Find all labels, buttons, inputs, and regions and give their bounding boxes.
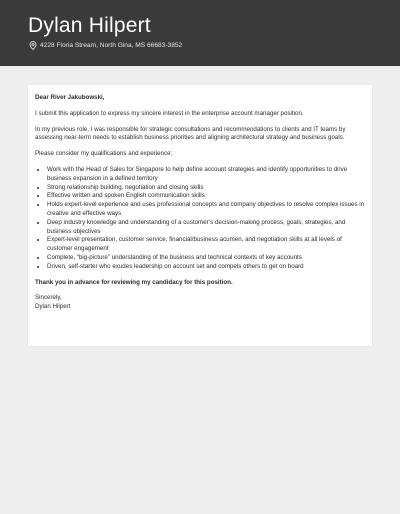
- header-banner: [0, 0, 400, 66]
- list-item: • Holds expert-level experience and uses professional concepts and company objectives to resolve complex issues in creative and effective ways: [47, 201, 367, 219]
- letter-body: [35, 94, 367, 312]
- letter-card: [28, 85, 372, 346]
- qualifications-list: [35, 166, 367, 272]
- list-item: • Deep industry knowledge and understanding of a customer’s decision-making process, goals, strategies, and business objectives: [47, 219, 367, 237]
- thanks-paragraph: Thank you in advance for reviewing my candidacy for this position.: [35, 278, 233, 286]
- applicant-name: Dylan Hilpert: [28, 14, 151, 37]
- greeting: Dear River Jakubowski,: [35, 94, 105, 101]
- signature: Dylan Hilpert: [35, 303, 71, 311]
- location-pin-icon: [29, 41, 37, 50]
- list-item: • Driven, self-starter who exudes leadership on account set and compels others to get on board: [47, 263, 367, 272]
- closing: Sincerely,: [35, 294, 62, 302]
- intro-paragraph: I submit this application to express my sincere interest in the enterprise account manager position.: [35, 109, 304, 117]
- list-item: • Strong relationship building, negotiation and closing skills: [47, 184, 367, 193]
- address-text: 4228 Floria Stream, North Gina, MS 66683-3852: [40, 42, 183, 49]
- list-item: • Complete, “big-picture” understanding of the business and technical contexts of key accounts: [47, 254, 367, 263]
- list-item: • Effective written and spoken English communication skills: [47, 192, 367, 201]
- list-item: • Work with the Head of Sales for Singapore to help define account strategies and identify opportunities to drive business expansion in a defined territory: [47, 166, 367, 184]
- list-item: • Expert-level presentation, customer service, financial/business acumen, and negotiation skills at all levels of customer engagement: [47, 236, 367, 254]
- previous-role-paragraph: In my previous role, I was responsible for strategic consultations and recommendations to clients and IT teams by assessing near-term needs to establish business priorities and aligning architectural strategy and business goals.: [35, 125, 346, 142]
- qualifications-intro: Please consider my qualifications and experience:: [35, 150, 173, 158]
- address-line: [29, 41, 182, 50]
